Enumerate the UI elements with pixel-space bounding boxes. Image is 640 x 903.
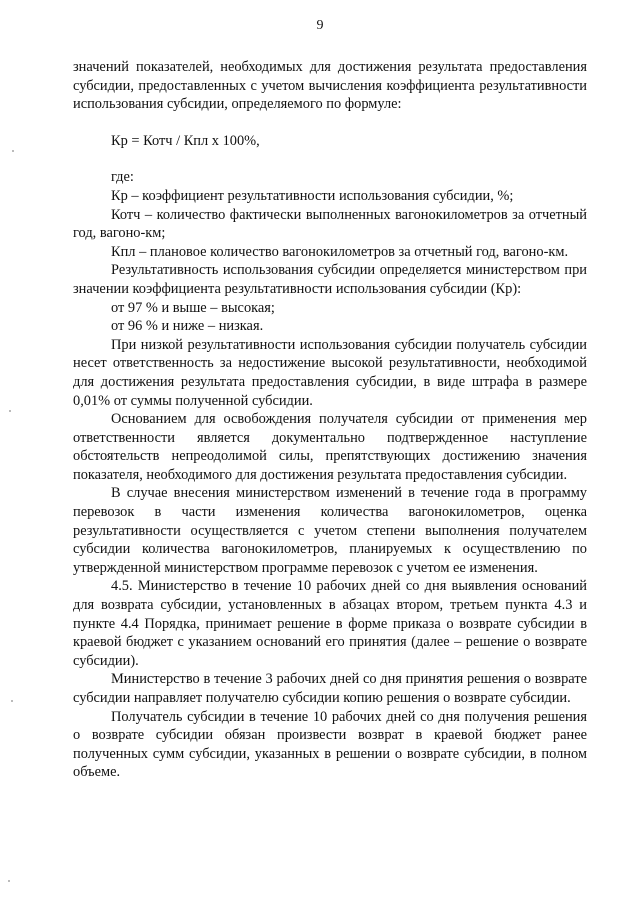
paragraph-send-decision: Министерство в течение 3 рабочих дней со дня принятия решения о возврате субсидии направляет получателю субсидии копию решения о возврате субсидии.	[73, 671, 587, 706]
paragraph-program-change: В случае внесения министерством изменений в течение года в программу перевозок в части изменения количества вагонокилометров, оценка результативности осуществляется с учетом степени выполнения получателем субсидии количества вагонокилометров, планируемых к осуществлению по утвержденной министерством программе перевозок с учетом ее изменения.	[73, 485, 587, 576]
paragraph-return: Получатель субсидии в течение 10 рабочих дней со дня получения решения о возврате субсидии обязан произвести возврат в краевой бюджет ранее полученных сумм субсидии, указанных в решении о возврате субсидии, в полном объеме.	[73, 708, 587, 781]
document-body	[73, 58, 587, 782]
scan-speck	[8, 880, 10, 882]
paragraph-result: Результативность использования субсидии определяется министерством при значении коэффициента результативности использования субсидии (Кр):	[73, 262, 587, 297]
scan-speck	[11, 700, 13, 702]
where-label: где:	[111, 169, 134, 186]
formula: Кр = Котч / Кпл х 100%,	[111, 132, 260, 149]
paragraph-intro: значений показателей, необходимых для достижения результата предоставления субсидии, предоставленных с учетом вычисления коэффициента результативности использования субсидии, определяемого по формуле:	[73, 59, 587, 113]
paragraph-4-5: 4.5. Министерство в течение 10 рабочих дней со дня выявления оснований для возврата субсидии, установленных в абзацах втором, третьем пункта 4.3 и пункте 4.4 Порядка, принимает решение в форме приказа о возврате субсидии в краевой бюджет с указанием оснований его принятия (далее – решение о возврате субсидии).	[73, 578, 587, 669]
definition-kotch: Котч – количество фактически выполненных вагонокилометров за отчетный год, вагоно-км;	[73, 206, 587, 242]
paragraph-release: Основанием для освобождения получателя субсидии от применения мер ответственности является документально подтвержденное наступление обстоятельств непреодолимой силы, препятствующих достижению значения показателя, необходимого для достижения результата предоставления субсидии.	[73, 411, 587, 483]
page-number: 9	[316, 18, 324, 33]
scan-speck	[9, 410, 11, 412]
definition-kr: Кр – коэффициент результативности использования субсидии, %;	[111, 187, 514, 204]
definition-kpl: Кпл – плановое количество вагонокилометров за отчетный год, вагоно-км.	[111, 243, 569, 260]
list-item-high: от 97 % и выше – высокая;	[111, 299, 275, 316]
scan-speck	[12, 150, 14, 152]
paragraph-penalty: При низкой результативности использования субсидии получатель субсидии несет ответственность за недостижение высокой результативности, необходимой для достижения результата предоставления субсидии, в виде штрафа в размере 0,01% от суммы полученной субсидии.	[73, 336, 587, 409]
list-item-low: от 96 % и ниже – низкая.	[111, 318, 264, 335]
